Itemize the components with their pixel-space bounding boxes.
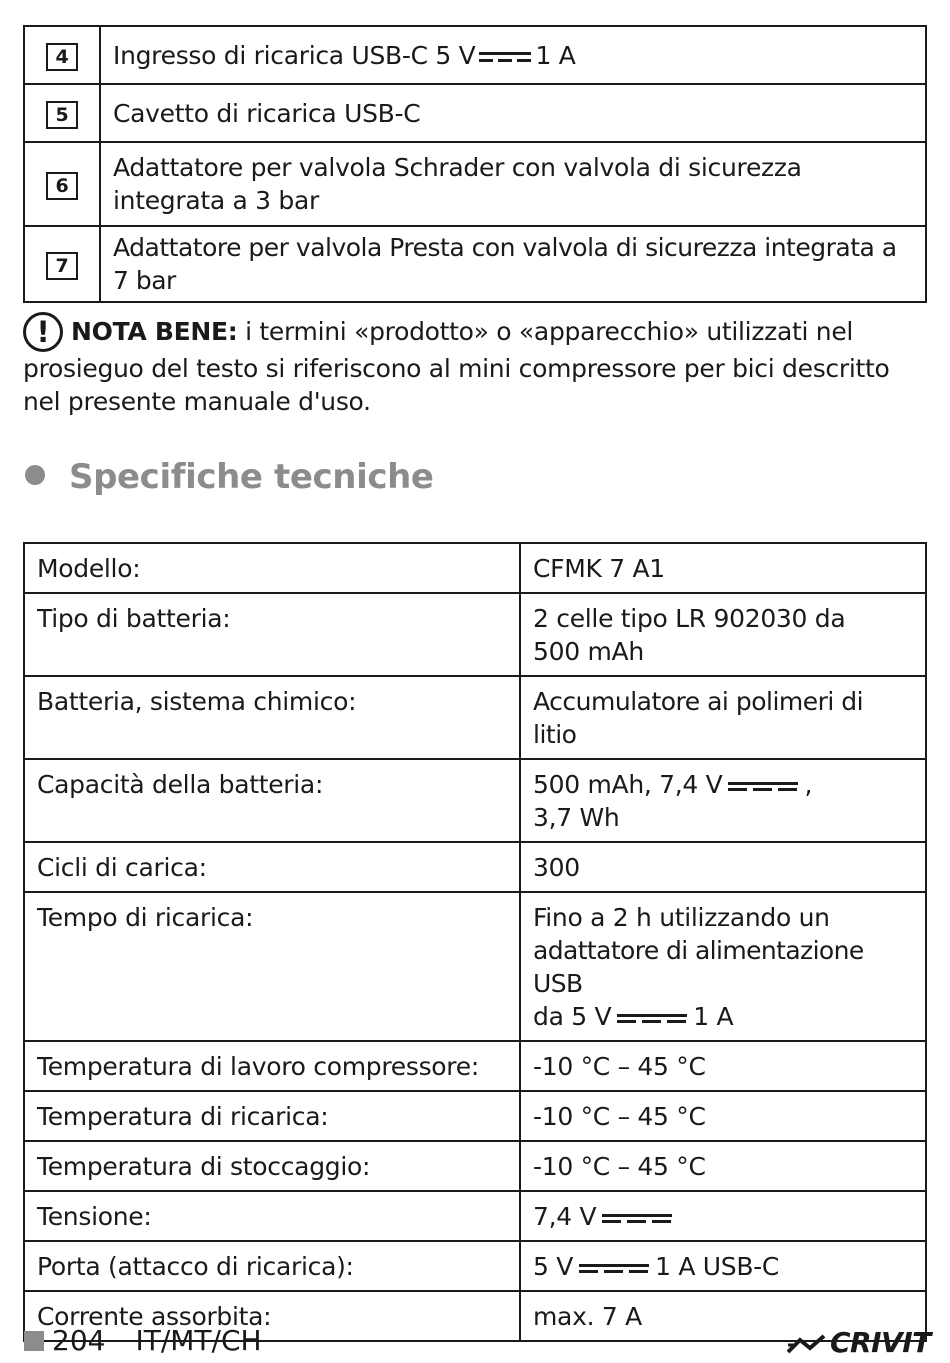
part-description: Ingresso di ricarica USB-C 5 V [113, 40, 476, 70]
spec-value: -10 °C – 45 °C [520, 1091, 926, 1141]
dc-symbol-icon [602, 1214, 672, 1223]
dc-symbol-icon [579, 1264, 649, 1273]
spec-value: 7,4 V [520, 1191, 926, 1241]
exclamation-circle-icon: ! [23, 312, 63, 352]
region-code: IT/MT/CH [135, 1324, 262, 1357]
spec-value: Accumulatore ai polimeri di litio [520, 676, 926, 759]
spec-value: -10 °C – 45 °C [520, 1041, 926, 1091]
square-marker-icon [24, 1331, 44, 1351]
parts-row [24, 26, 926, 84]
spec-key: Batteria, sistema chimico: [24, 676, 520, 759]
spec-row [24, 1141, 926, 1191]
page-footer [24, 1322, 262, 1360]
part-description: Adattatore per valvola Schrader con valvola di sicurezza integrata a 3 bar [100, 142, 926, 226]
spec-row [24, 842, 926, 892]
dc-symbol-icon [617, 1014, 687, 1023]
dc-symbol-icon [728, 782, 798, 791]
spec-key: Modello: [24, 543, 520, 593]
parts-table [23, 25, 927, 303]
section-heading [25, 454, 434, 500]
dc-symbol-icon [479, 52, 531, 62]
spec-value: max. 7 A [520, 1291, 926, 1341]
note-label: NOTA BENE: [71, 317, 238, 346]
parts-row [24, 142, 926, 226]
spec-key: Cicli di carica: [24, 842, 520, 892]
section-title: Specifiche tecniche [69, 457, 434, 497]
spec-key: Temperatura di stoccaggio: [24, 1141, 520, 1191]
spec-key: Tensione: [24, 1191, 520, 1241]
parts-row [24, 84, 926, 142]
part-description-suffix: 1 A [535, 40, 576, 70]
spec-value: 5 V 1 A USB-C [520, 1241, 926, 1291]
specs-table [23, 542, 927, 1342]
spec-row [24, 543, 926, 593]
part-number: 5 [46, 101, 78, 129]
spec-value: CFMK 7 A1 [520, 543, 926, 593]
spec-key: Temperatura di lavoro compressore: [24, 1041, 520, 1091]
part-number: 7 [46, 252, 78, 280]
spec-key: Tempo di ricarica: [24, 892, 520, 1041]
spec-value: 2 celle tipo LR 902030 da 500 mAh [520, 593, 926, 676]
spec-key: Corrente assorbita: [24, 1291, 520, 1341]
part-description: Adattatore per valvola Presta con valvola di sicurezza integrata a 7 bar [100, 226, 926, 302]
spec-row [24, 1091, 926, 1141]
spec-value: -10 °C – 45 °C [520, 1141, 926, 1191]
note-block [23, 312, 903, 418]
parts-row [24, 226, 926, 302]
spec-value: Fino a 2 h utilizzando un adattatore di alimentazione USB da 5 V 1 A [520, 892, 926, 1041]
spec-value: 500 mAh, 7,4 V , 3,7 Wh [520, 759, 926, 842]
spec-value: 300 [520, 842, 926, 892]
brand-name: CRIVIT [830, 1326, 931, 1359]
brand-logo [786, 1326, 931, 1360]
spec-row [24, 892, 926, 1041]
spec-row [24, 1241, 926, 1291]
spec-key: Temperatura di ricarica: [24, 1091, 520, 1141]
spec-row [24, 1041, 926, 1091]
part-number: 4 [46, 43, 78, 71]
spec-key: Porta (attacco di ricarica): [24, 1241, 520, 1291]
spec-row [24, 1191, 926, 1241]
spec-key: Capacità della batteria: [24, 759, 520, 842]
spec-key: Tipo di batteria: [24, 593, 520, 676]
note-text: i termini «prodotto» o «apparecchio» utilizzati nel prosieguo del testo si riferiscono al mini compressore per bici descritto nel presente manuale d'uso. [23, 317, 890, 416]
spec-row [24, 759, 926, 842]
spec-row [24, 593, 926, 676]
brand-swoosh-icon [786, 1332, 828, 1356]
part-description: Cavetto di ricarica USB-C [100, 84, 926, 142]
spec-row [24, 676, 926, 759]
bullet-icon [25, 465, 45, 485]
page-number: 204 [52, 1324, 106, 1357]
part-number: 6 [46, 172, 78, 200]
